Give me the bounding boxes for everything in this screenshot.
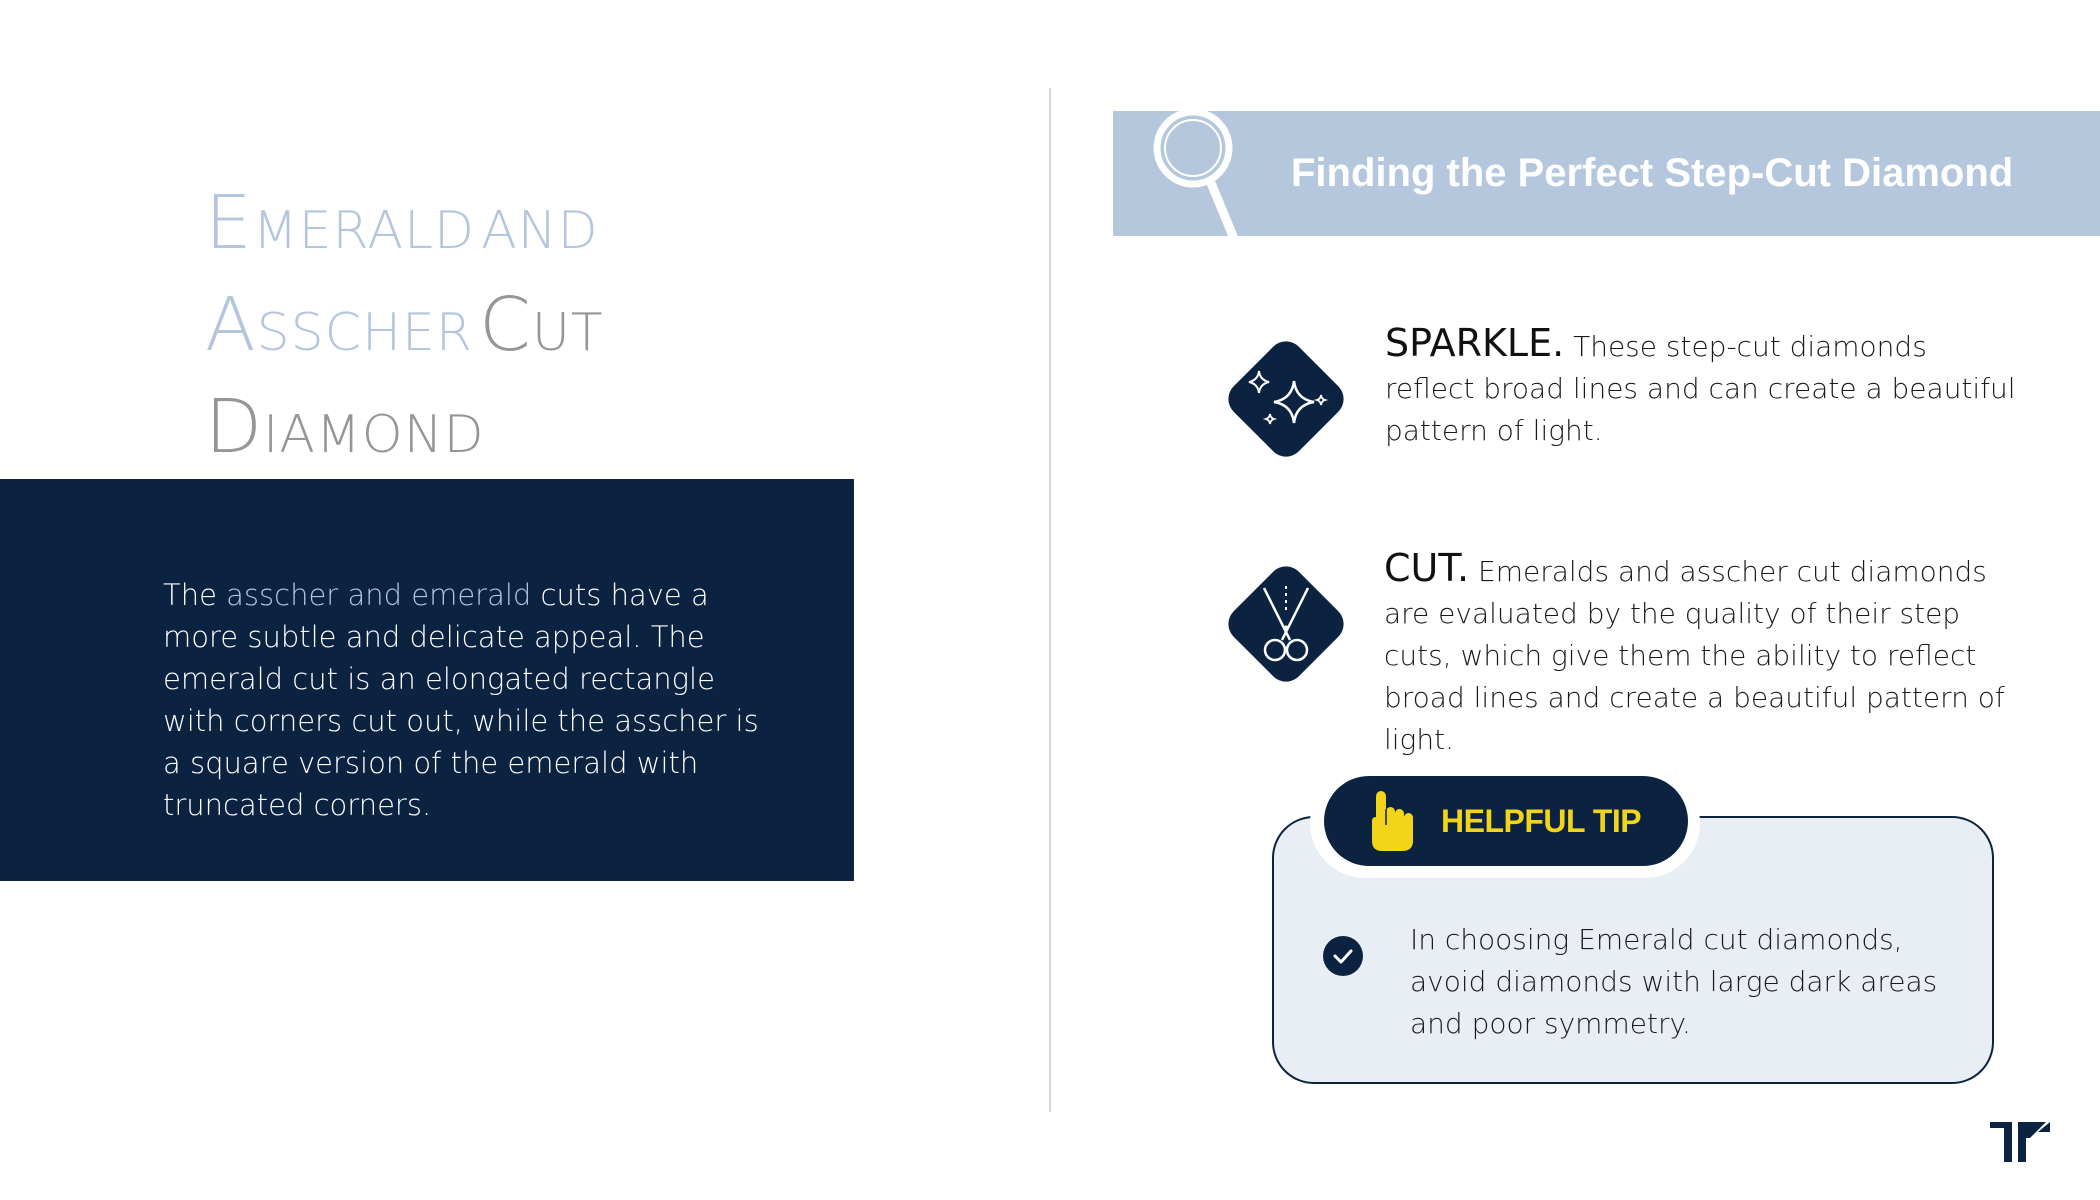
title-rest-ut: UT xyxy=(531,303,604,363)
intro-part-2: cuts have a more subtle and delicate appeal. The emerald cut is an elongated rectangle with corners cut out, while the asscher is a square version of the emerald with truncated corners. xyxy=(163,578,759,822)
section-banner xyxy=(1113,111,2100,236)
title-rest-merald: MERALD xyxy=(252,201,476,261)
scissors-icon xyxy=(1216,554,1356,694)
title-rest-sscher: SSCHER xyxy=(256,303,474,363)
title-asscher xyxy=(205,282,479,368)
brand-logo-icon xyxy=(1988,1120,2054,1164)
intro-highlight: asscher and emerald xyxy=(226,578,532,612)
tip-text: In choosing Emerald cut diamonds, avoid diamonds with large dark areas and poor symmetry. xyxy=(1410,923,1938,1040)
feature-cut-text: Emeralds and asscher cut diamonds are evaluated by the quality of their step cuts, which give them the ability to reflect broad lines and create a beautiful pattern of light. xyxy=(1384,555,2005,756)
title-emerald xyxy=(205,180,481,266)
banner-title: Finding the Perfect Step-Cut Diamond xyxy=(1291,151,2014,195)
tip-pill xyxy=(1324,776,1688,866)
checkmark-icon xyxy=(1322,935,1364,977)
sparkle-icon xyxy=(1216,329,1356,469)
feature-cut xyxy=(1384,547,2034,761)
title-cut xyxy=(479,282,604,368)
intro-text xyxy=(163,574,783,826)
pointing-hand-icon xyxy=(1368,789,1418,853)
column-divider xyxy=(1049,88,1051,1112)
title-diamond xyxy=(205,386,665,488)
feature-sparkle-heading: SPARKLE. xyxy=(1385,321,1565,365)
title-and: AND xyxy=(481,201,599,261)
magnifier-icon xyxy=(1153,111,1263,236)
slide-title xyxy=(205,182,665,488)
tip-label: HELPFUL TIP xyxy=(1441,803,1642,839)
title-rest-iamond: IAMOND xyxy=(262,405,485,465)
title-initial-e: E xyxy=(205,180,253,266)
feature-cut-heading: CUT. xyxy=(1384,546,1470,590)
title-initial-a: A xyxy=(205,282,257,368)
title-initial-c: C xyxy=(479,282,532,368)
feature-sparkle xyxy=(1385,322,2025,452)
title-initial-d: D xyxy=(205,384,263,470)
feature-sparkle-text: These step-cut diamonds reflect broad lines and can create a beautiful pattern of light. xyxy=(1385,330,2016,447)
intro-part-1: The xyxy=(163,578,227,612)
